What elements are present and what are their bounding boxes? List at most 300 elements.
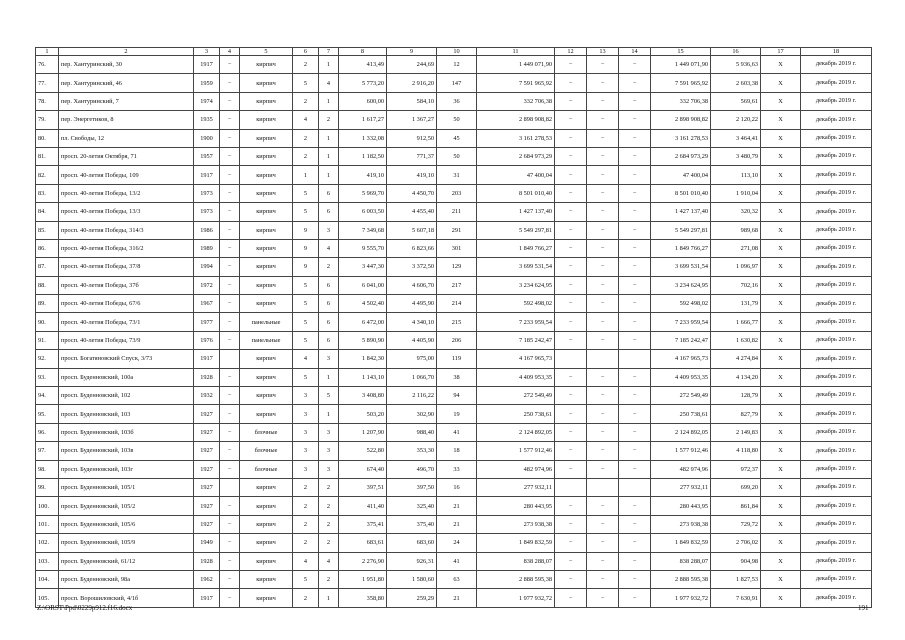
cell-wall-material: кирпич (240, 239, 293, 257)
cell-col-14: − (619, 276, 651, 294)
cell-col-13: − (587, 239, 619, 257)
cell-total-area: 5 890,90 (339, 331, 387, 349)
cell-completion-date: декабрь 2019 г. (801, 497, 872, 515)
cell-col-4: − (220, 111, 240, 129)
cell-floors: 9 (293, 258, 319, 276)
cell-col-17: X (761, 331, 801, 349)
document-file-path: Z:\ORST\Ppd\0229p912.f16.docx (37, 604, 133, 612)
cell-residents: 147 (437, 74, 477, 92)
cell-wall-material: панельные (240, 331, 293, 349)
cell-total-cost: 47 400,04 (477, 166, 555, 184)
cell-living-area: 5 607,18 (387, 221, 437, 239)
cell-address: просп. Буденновский, 105/9 (59, 534, 194, 552)
cell-row-number: 100. (36, 497, 59, 515)
cell-build-year: 1917 (194, 350, 220, 368)
column-number-header (36, 48, 872, 56)
cell-residents: 94 (437, 387, 477, 405)
housing-register-table (35, 47, 872, 608)
cell-address: просп. Буденновский, 100а (59, 368, 194, 386)
cell-col-4: − (220, 405, 240, 423)
cell-living-area: 4 450,70 (387, 184, 437, 202)
cell-cost-per-sqm: 113,10 (711, 166, 761, 184)
cell-cost-subtotal: 1 849 832,59 (651, 534, 711, 552)
cell-residents: 119 (437, 350, 477, 368)
cell-col-17: X (761, 534, 801, 552)
cell-entrances: 4 (319, 552, 339, 570)
cell-floors: 4 (293, 552, 319, 570)
cell-build-year: 1959 (194, 74, 220, 92)
cell-cost-subtotal: 7 591 965,92 (651, 74, 711, 92)
cell-entrances: 1 (319, 405, 339, 423)
cell-completion-date: декабрь 2019 г. (801, 423, 872, 441)
cell-total-area: 413,49 (339, 56, 387, 74)
cell-cost-subtotal: 1 449 071,90 (651, 56, 711, 74)
cell-col-12: − (555, 570, 587, 588)
cell-col-13: − (587, 313, 619, 331)
cell-row-number: 86. (36, 239, 59, 257)
cell-col-17: X (761, 56, 801, 74)
cell-address: просп. Буденновский, 98а (59, 570, 194, 588)
cell-col-17: X (761, 515, 801, 533)
cell-col-4: − (220, 515, 240, 533)
cell-row-number: 103. (36, 552, 59, 570)
cell-cost-per-sqm: 2 706,02 (711, 534, 761, 552)
cell-address: просп. Буденновский, 103 (59, 405, 194, 423)
cell-residents: 63 (437, 570, 477, 588)
cell-entrances: 2 (319, 515, 339, 533)
cell-residents: 211 (437, 203, 477, 221)
cell-row-number: 83. (36, 184, 59, 202)
cell-completion-date: декабрь 2019 г. (801, 184, 872, 202)
cell-col-13: − (587, 460, 619, 478)
cell-cost-per-sqm: 1 910,04 (711, 184, 761, 202)
cell-completion-date: декабрь 2019 г. (801, 570, 872, 588)
cell-entrances: 2 (319, 111, 339, 129)
cell-cost-subtotal: 250 738,61 (651, 405, 711, 423)
cell-row-number: 93. (36, 368, 59, 386)
cell-wall-material: кирпич (240, 350, 293, 368)
cell-entrances: 3 (319, 221, 339, 239)
cell-address: пер. Хантуринский, 7 (59, 92, 194, 110)
cell-completion-date: декабрь 2019 г. (801, 147, 872, 165)
table-row (36, 460, 872, 478)
cell-living-area: 4 606,70 (387, 276, 437, 294)
cell-total-cost: 2 898 908,82 (477, 111, 555, 129)
cell-row-number: 79. (36, 111, 59, 129)
cell-total-cost: 2 684 973,29 (477, 147, 555, 165)
cell-build-year: 1962 (194, 570, 220, 588)
cell-col-13: − (587, 442, 619, 460)
cell-col-12: − (555, 221, 587, 239)
cell-cost-subtotal: 592 498,02 (651, 295, 711, 313)
cell-completion-date: декабрь 2019 г. (801, 166, 872, 184)
header-row (36, 48, 872, 56)
cell-cost-per-sqm: 729,72 (711, 515, 761, 533)
cell-residents: 301 (437, 239, 477, 257)
cell-wall-material: кирпич (240, 56, 293, 74)
cell-address: просп. 40-летия Победы, 13/2 (59, 184, 194, 202)
cell-residents: 129 (437, 258, 477, 276)
column-number-6: 6 (293, 48, 319, 56)
cell-col-14: − (619, 589, 651, 607)
cell-col-14: − (619, 203, 651, 221)
cell-row-number: 89. (36, 295, 59, 313)
cell-wall-material: блочные (240, 423, 293, 441)
cell-cost-subtotal: 7 233 959,54 (651, 313, 711, 331)
cell-col-14 (619, 350, 651, 368)
cell-floors: 5 (293, 203, 319, 221)
cell-row-number: 87. (36, 258, 59, 276)
column-number-10: 10 (437, 48, 477, 56)
cell-col-14: − (619, 92, 651, 110)
cell-completion-date: декабрь 2019 г. (801, 405, 872, 423)
cell-total-cost: 1 427 137,40 (477, 203, 555, 221)
cell-completion-date: декабрь 2019 г. (801, 478, 872, 496)
cell-row-number: 97. (36, 442, 59, 460)
cell-build-year: 1973 (194, 203, 220, 221)
cell-col-14: − (619, 56, 651, 74)
cell-cost-subtotal: 280 443,95 (651, 497, 711, 515)
cell-completion-date: декабрь 2019 г. (801, 313, 872, 331)
cell-cost-subtotal: 273 938,38 (651, 515, 711, 533)
cell-col-13: − (587, 295, 619, 313)
cell-floors: 2 (293, 534, 319, 552)
cell-address: просп. Богатяновский Спуск, 3/73 (59, 350, 194, 368)
cell-living-area: 259,29 (387, 589, 437, 607)
cell-living-area: 4 405,90 (387, 331, 437, 349)
cell-living-area: 1 066,70 (387, 368, 437, 386)
cell-residents: 19 (437, 405, 477, 423)
cell-completion-date: декабрь 2019 г. (801, 295, 872, 313)
cell-col-13: − (587, 423, 619, 441)
cell-col-12: − (555, 460, 587, 478)
cell-col-12: − (555, 203, 587, 221)
cell-wall-material: кирпич (240, 92, 293, 110)
table-row (36, 442, 872, 460)
cell-cost-per-sqm: 569,61 (711, 92, 761, 110)
cell-col-13: − (587, 129, 619, 147)
cell-col-13: − (587, 515, 619, 533)
cell-floors: 5 (293, 331, 319, 349)
cell-wall-material: кирпич (240, 203, 293, 221)
cell-total-cost: 3 234 624,95 (477, 276, 555, 294)
cell-col-13: − (587, 497, 619, 515)
cell-row-number: 76. (36, 56, 59, 74)
cell-build-year: 1917 (194, 166, 220, 184)
cell-col-12: − (555, 111, 587, 129)
cell-total-cost: 2 124 892,05 (477, 423, 555, 441)
cell-entrances: 2 (319, 497, 339, 515)
cell-build-year: 1900 (194, 129, 220, 147)
cell-build-year: 1927 (194, 405, 220, 423)
cell-row-number: 80. (36, 129, 59, 147)
cell-col-4: − (220, 203, 240, 221)
cell-build-year: 1972 (194, 276, 220, 294)
cell-total-cost: 482 974,96 (477, 460, 555, 478)
cell-living-area: 1 367,27 (387, 111, 437, 129)
cell-floors: 5 (293, 276, 319, 294)
cell-total-cost: 7 185 242,47 (477, 331, 555, 349)
cell-entrances: 1 (319, 147, 339, 165)
cell-cost-subtotal: 2 888 595,38 (651, 570, 711, 588)
cell-living-area: 4 340,10 (387, 313, 437, 331)
cell-col-14: − (619, 442, 651, 460)
cell-col-4: − (220, 147, 240, 165)
cell-total-cost: 1 577 912,46 (477, 442, 555, 460)
cell-residents: 24 (437, 534, 477, 552)
cell-living-area: 988,40 (387, 423, 437, 441)
cell-living-area: 325,40 (387, 497, 437, 515)
table-row (36, 589, 872, 607)
cell-row-number: 82. (36, 166, 59, 184)
cell-total-area: 7 349,68 (339, 221, 387, 239)
cell-entrances: 3 (319, 460, 339, 478)
cell-col-4: − (220, 221, 240, 239)
cell-col-12: − (555, 405, 587, 423)
cell-col-4: − (220, 92, 240, 110)
cell-living-area: 683,60 (387, 534, 437, 552)
cell-entrances: 3 (319, 350, 339, 368)
cell-address: просп. Буденновский, 102 (59, 387, 194, 405)
cell-col-13 (587, 350, 619, 368)
cell-col-12: − (555, 184, 587, 202)
cell-living-area: 975,00 (387, 350, 437, 368)
cell-address: пер. Энергетиков, 8 (59, 111, 194, 129)
cell-residents: 50 (437, 111, 477, 129)
cell-completion-date: декабрь 2019 г. (801, 515, 872, 533)
cell-cost-per-sqm: 320,32 (711, 203, 761, 221)
cell-wall-material: кирпич (240, 129, 293, 147)
cell-col-4: − (220, 239, 240, 257)
cell-build-year: 1927 (194, 442, 220, 460)
cell-col-14: − (619, 515, 651, 533)
cell-address: просп. 40-летия Победы, 37б (59, 276, 194, 294)
cell-col-17: X (761, 129, 801, 147)
cell-cost-subtotal: 7 185 242,47 (651, 331, 711, 349)
cell-cost-per-sqm: 861,84 (711, 497, 761, 515)
cell-completion-date: декабрь 2019 г. (801, 74, 872, 92)
table-row (36, 276, 872, 294)
cell-col-12: − (555, 497, 587, 515)
cell-residents: 21 (437, 497, 477, 515)
cell-address: просп. 40-летия Победы, 67/6 (59, 295, 194, 313)
cell-entrances: 1 (319, 368, 339, 386)
cell-col-13: − (587, 534, 619, 552)
cell-col-13: − (587, 276, 619, 294)
cell-total-area: 522,80 (339, 442, 387, 460)
cell-entrances: 6 (319, 295, 339, 313)
cell-col-17: X (761, 387, 801, 405)
cell-row-number: 90. (36, 313, 59, 331)
cell-residents: 12 (437, 56, 477, 74)
cell-col-12: − (555, 368, 587, 386)
cell-total-area: 3 447,30 (339, 258, 387, 276)
cell-floors: 1 (293, 166, 319, 184)
cell-cost-subtotal: 8 501 010,40 (651, 184, 711, 202)
cell-col-12: − (555, 313, 587, 331)
cell-col-12: − (555, 331, 587, 349)
cell-build-year: 1974 (194, 92, 220, 110)
cell-build-year: 1932 (194, 387, 220, 405)
cell-total-area: 2 276,90 (339, 552, 387, 570)
cell-address: просп. Буденновский, 105/6 (59, 515, 194, 533)
cell-row-number: 92. (36, 350, 59, 368)
cell-address: просп. Буденновский, 61/12 (59, 552, 194, 570)
cell-living-area: 2 116,22 (387, 387, 437, 405)
cell-cost-subtotal: 47 400,04 (651, 166, 711, 184)
cell-col-4: − (220, 74, 240, 92)
cell-col-17: X (761, 552, 801, 570)
cell-living-area: 912,50 (387, 129, 437, 147)
cell-col-14: − (619, 570, 651, 588)
cell-col-14: − (619, 74, 651, 92)
cell-col-17: X (761, 350, 801, 368)
cell-col-13: − (587, 589, 619, 607)
cell-row-number: 96. (36, 423, 59, 441)
cell-entrances: 4 (319, 239, 339, 257)
cell-row-number: 105. (36, 589, 59, 607)
cell-wall-material: кирпич (240, 166, 293, 184)
cell-living-area: 496,70 (387, 460, 437, 478)
cell-completion-date: декабрь 2019 г. (801, 276, 872, 294)
cell-col-12 (555, 478, 587, 496)
cell-residents: 38 (437, 368, 477, 386)
cell-col-14: − (619, 313, 651, 331)
column-number-13: 13 (587, 48, 619, 56)
cell-col-13: − (587, 405, 619, 423)
cell-total-cost: 250 738,61 (477, 405, 555, 423)
cell-completion-date: декабрь 2019 г. (801, 460, 872, 478)
cell-cost-subtotal: 482 974,96 (651, 460, 711, 478)
table-row (36, 166, 872, 184)
table-row (36, 368, 872, 386)
cell-total-cost: 7 233 959,54 (477, 313, 555, 331)
cell-floors: 3 (293, 387, 319, 405)
cell-build-year: 1917 (194, 56, 220, 74)
cell-col-12: − (555, 387, 587, 405)
cell-row-number: 91. (36, 331, 59, 349)
cell-wall-material: блочные (240, 442, 293, 460)
cell-cost-subtotal: 3 161 278,53 (651, 129, 711, 147)
cell-col-17: X (761, 276, 801, 294)
cell-cost-per-sqm: 699,20 (711, 478, 761, 496)
column-number-17: 17 (761, 48, 801, 56)
cell-wall-material: кирпич (240, 478, 293, 496)
cell-total-cost: 332 706,38 (477, 92, 555, 110)
cell-entrances: 5 (319, 387, 339, 405)
cell-floors: 3 (293, 460, 319, 478)
table-row (36, 534, 872, 552)
cell-cost-subtotal: 5 549 297,81 (651, 221, 711, 239)
cell-cost-per-sqm: 904,98 (711, 552, 761, 570)
cell-col-17: X (761, 111, 801, 129)
cell-residents: 291 (437, 221, 477, 239)
cell-col-4: − (220, 166, 240, 184)
column-number-11: 11 (477, 48, 555, 56)
cell-col-13: − (587, 331, 619, 349)
cell-col-14: − (619, 423, 651, 441)
cell-address: просп. 40-летия Победы, 109 (59, 166, 194, 184)
cell-total-cost: 8 501 010,40 (477, 184, 555, 202)
cell-total-cost: 5 549 297,81 (477, 221, 555, 239)
cell-col-12: − (555, 147, 587, 165)
cell-address: просп. 40-летия Победы, 13/3 (59, 203, 194, 221)
cell-build-year: 1977 (194, 313, 220, 331)
cell-col-4: − (220, 368, 240, 386)
cell-total-cost: 277 932,11 (477, 478, 555, 496)
cell-cost-per-sqm: 271,08 (711, 239, 761, 257)
cell-build-year: 1927 (194, 460, 220, 478)
cell-col-4: − (220, 552, 240, 570)
cell-col-4: − (220, 313, 240, 331)
column-number-7: 7 (319, 48, 339, 56)
cell-col-14 (619, 478, 651, 496)
cell-total-cost: 1 849 766,27 (477, 239, 555, 257)
cell-col-12: − (555, 552, 587, 570)
page-number: 191 (858, 604, 869, 612)
cell-cost-subtotal: 4 409 953,35 (651, 368, 711, 386)
cell-row-number: 104. (36, 570, 59, 588)
cell-col-4: − (220, 129, 240, 147)
cell-col-13: − (587, 570, 619, 588)
cell-total-cost: 4 409 953,35 (477, 368, 555, 386)
cell-address: просп. Буденновский, 103б (59, 423, 194, 441)
cell-address: просп. 40-летия Победы, 37/8 (59, 258, 194, 276)
cell-row-number: 88. (36, 276, 59, 294)
cell-col-4: − (220, 589, 240, 607)
cell-residents: 21 (437, 515, 477, 533)
cell-floors: 5 (293, 184, 319, 202)
cell-entrances: 6 (319, 276, 339, 294)
cell-wall-material: кирпич (240, 368, 293, 386)
cell-wall-material: кирпич (240, 515, 293, 533)
cell-floors: 2 (293, 478, 319, 496)
cell-cost-subtotal: 838 288,07 (651, 552, 711, 570)
cell-address: просп. Буденновский, 105/1 (59, 478, 194, 496)
cell-residents: 45 (437, 129, 477, 147)
cell-total-area: 411,40 (339, 497, 387, 515)
cell-col-4 (220, 478, 240, 496)
cell-entrances: 6 (319, 313, 339, 331)
cell-total-cost: 7 591 965,92 (477, 74, 555, 92)
cell-wall-material: кирпич (240, 534, 293, 552)
cell-living-area: 397,50 (387, 478, 437, 496)
cell-row-number: 101. (36, 515, 59, 533)
cell-col-12: − (555, 589, 587, 607)
cell-living-area: 302,90 (387, 405, 437, 423)
cell-row-number: 95. (36, 405, 59, 423)
cell-col-17: X (761, 203, 801, 221)
cell-cost-per-sqm: 131,79 (711, 295, 761, 313)
table-row (36, 387, 872, 405)
cell-col-4: − (220, 497, 240, 515)
cell-wall-material: блочные (240, 460, 293, 478)
cell-wall-material: кирпич (240, 184, 293, 202)
cell-living-area: 3 372,50 (387, 258, 437, 276)
cell-completion-date: декабрь 2019 г. (801, 387, 872, 405)
table-row (36, 184, 872, 202)
cell-build-year: 1927 (194, 497, 220, 515)
cell-col-17: X (761, 92, 801, 110)
cell-cost-per-sqm: 1 096,97 (711, 258, 761, 276)
cell-cost-per-sqm: 2 603,38 (711, 74, 761, 92)
cell-floors: 3 (293, 405, 319, 423)
cell-total-cost: 838 288,07 (477, 552, 555, 570)
cell-cost-per-sqm: 128,79 (711, 387, 761, 405)
cell-floors: 2 (293, 589, 319, 607)
cell-build-year: 1949 (194, 534, 220, 552)
cell-total-area: 5 773,20 (339, 74, 387, 92)
